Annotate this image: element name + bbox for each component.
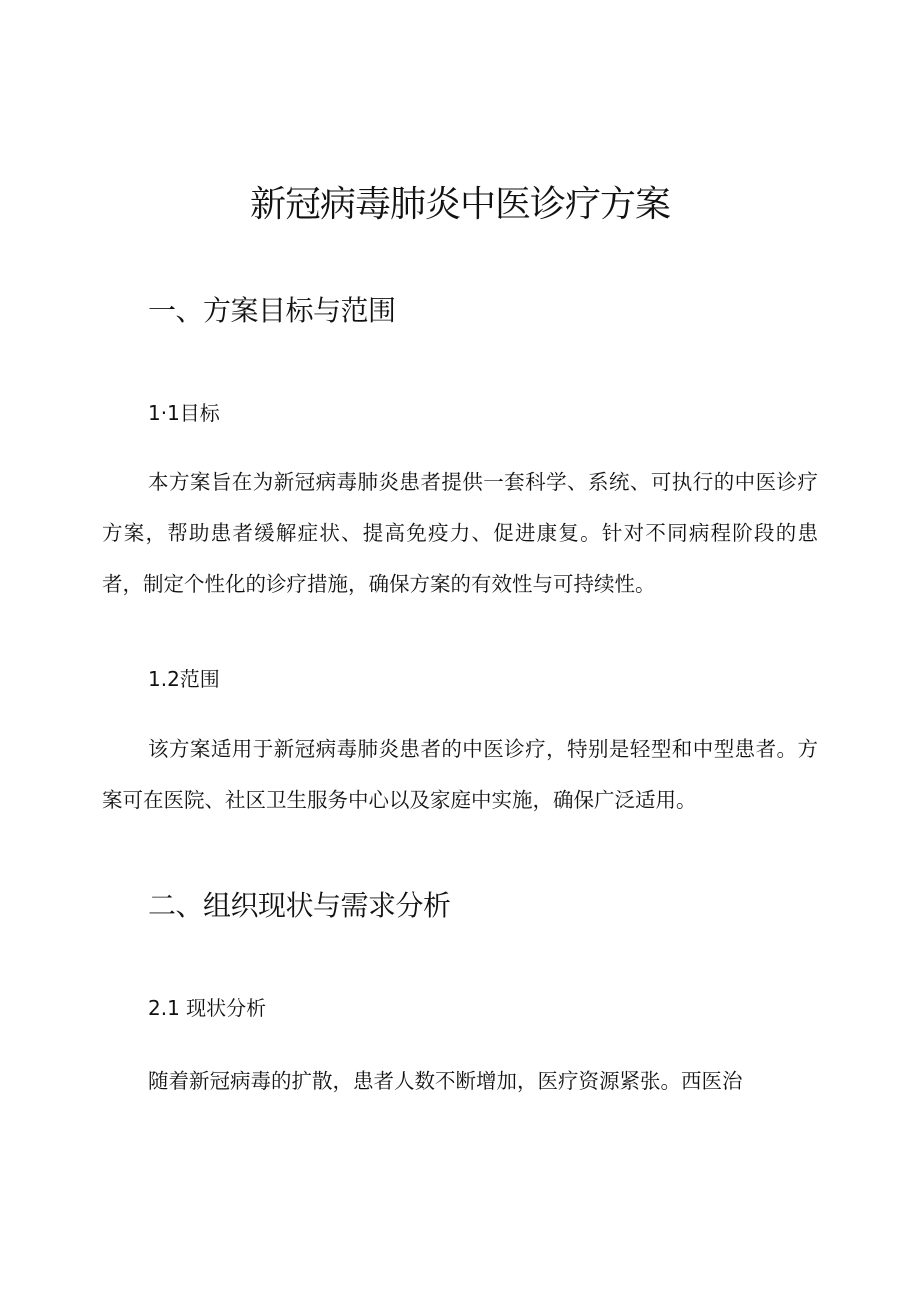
section-heading-2: 二、组织现状与需求分析 xyxy=(148,889,451,922)
paragraph-1-1: 本方案旨在为新冠病毒肺炎患者提供一套科学、系统、可执行的中医诊疗方案，帮助患者缓解症状、提高免疫力、促进康复。针对不同病程阶段的患者，制定个性化的诊疗措施，确保方案的有效性与可持续性。 xyxy=(102,470,818,596)
document-title: 新冠病毒肺炎中医诊疗方案 xyxy=(249,184,670,225)
paragraph-2-1: 随着新冠病毒的扩散，患者人数不断增加，医疗资源紧张。西医治 xyxy=(148,1069,743,1093)
section-heading-1: 一、方案目标与范围 xyxy=(148,294,396,327)
subsection-heading-1-2: 1.2范围 xyxy=(148,667,220,691)
subsection-heading-1-1: 1·1目标 xyxy=(148,401,220,425)
paragraph-1-2: 该方案适用于新冠病毒肺炎患者的中医诊疗，特别是轻型和中型患者。方案可在医院、社区卫生服务中心以及家庭中实施，确保广泛适用。 xyxy=(102,737,818,812)
subsection-heading-2-1: 2.1 现状分析 xyxy=(148,996,267,1020)
